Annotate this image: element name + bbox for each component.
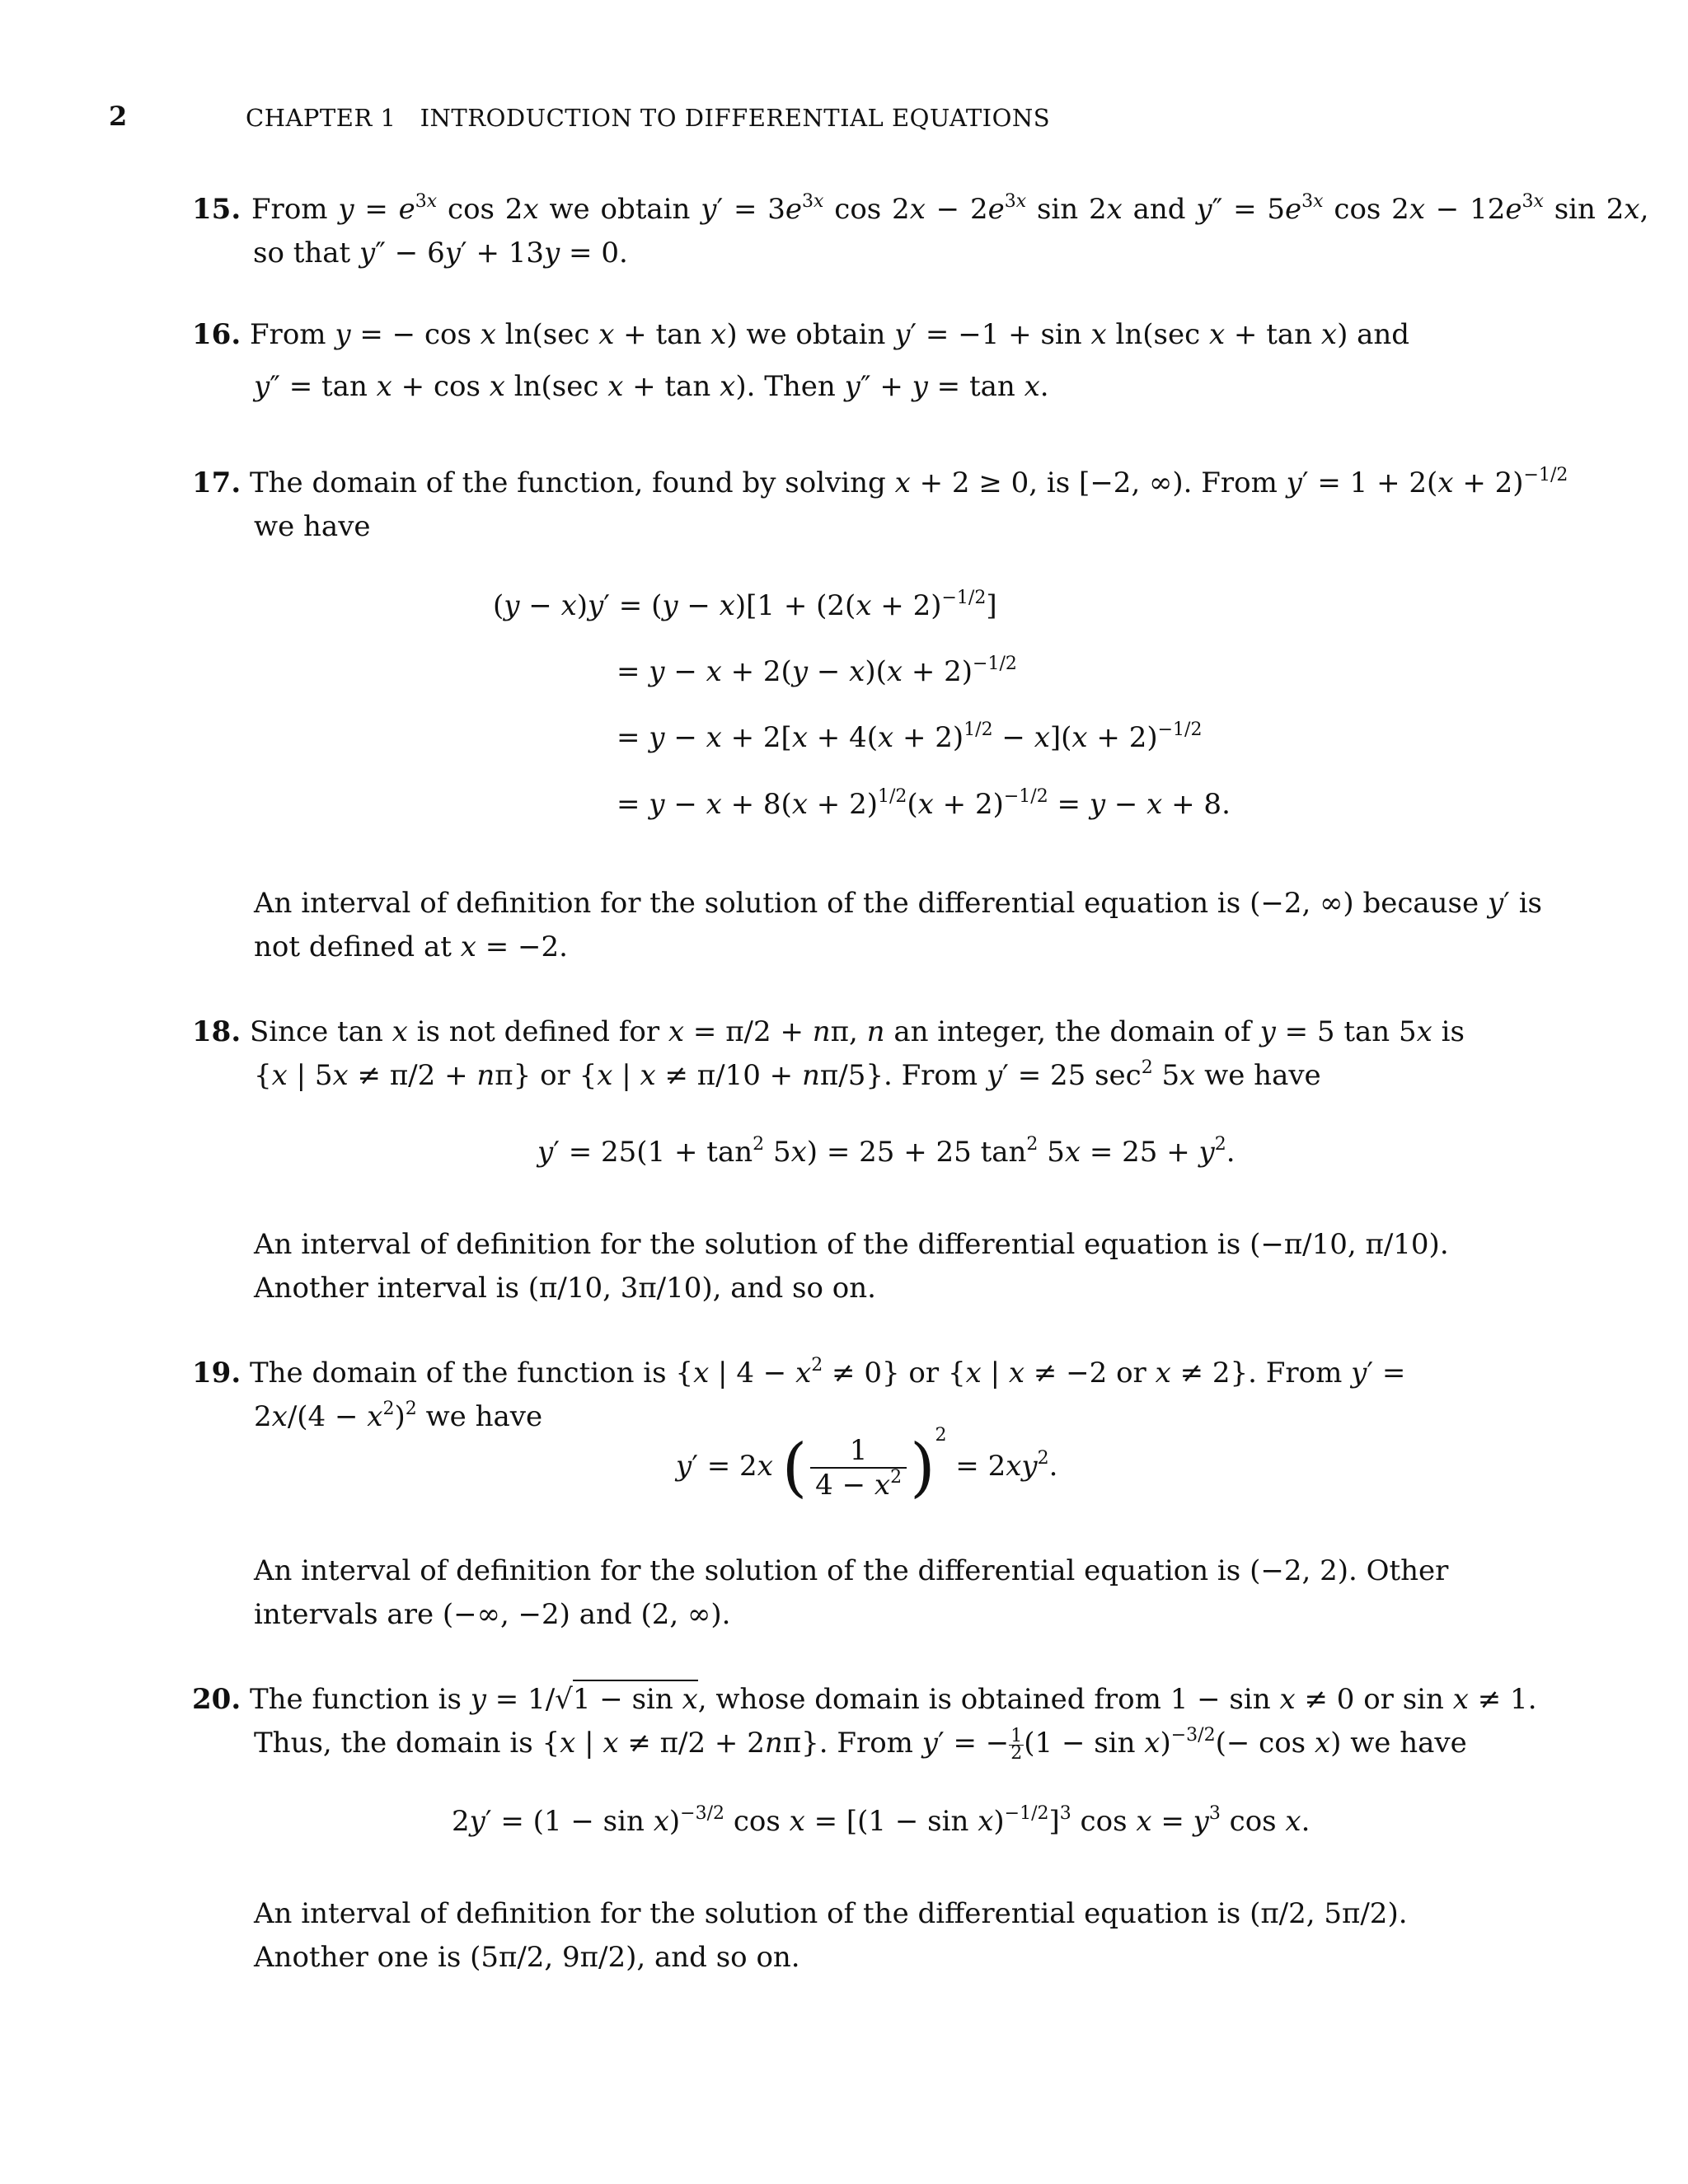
text-fragment: An interval of definition for the solution of the differential equation is (−2, ∞) because: [254, 887, 1479, 920]
running-header: CHAPTER 1 INTRODUCTION TO DIFFERENTIAL EQUATIONS: [246, 104, 1051, 132]
problem-20-conclusion: [254, 1892, 1475, 1980]
text-fragment: so that: [253, 237, 351, 269]
text-fragment: not defined at: [254, 930, 452, 963]
text-fragment: is not defined for: [416, 1015, 660, 1048]
problem-number: 16.: [192, 318, 241, 351]
problem-18-conclusion: [254, 1223, 1475, 1310]
problem-19: 19. The domain of the function is {x | $4 - x^2 \ne 0$} or {x | x ≠ −2 or x ≠ 2}. From y′ = $2x/(4 - x^2)^2$ we have: [192, 1354, 1406, 1433]
text-fragment: The domain of the function is: [249, 1357, 667, 1390]
problem-20: 20. The function is y = 1/√1 − sin x, whose domain is obtained from 1 − sin x ≠ 0 or sin x ≠ 1. Thus, the domain is {x | x ≠ π/2 + 2nπ}. From y′ = − $\frac{1}{2}$ $(1 - \sin x)^{-3/2}(- \cos x)$ we have: [192, 1678, 1475, 1765]
equation-19: y′ = 2x ( $\frac{1}{4 - x^2}$ )$^2 = 2xy^2$.: [676, 1424, 1058, 1505]
text-fragment: and: [1132, 193, 1186, 226]
text-fragment: we have: [1350, 1727, 1467, 1760]
text-fragment: we have: [254, 510, 371, 543]
text-fragment: An interval of definition for the solution of the differential equation is (π/2, 5π/2). Another one is (5π/2, 9π/2), and so on.: [254, 1897, 1408, 1974]
problem-number: 20.: [192, 1683, 241, 1716]
text-fragment: From: [1201, 466, 1278, 499]
text-fragment: From: [901, 1059, 978, 1092]
text-fragment: we have: [1204, 1059, 1321, 1092]
equation-17-line-4: = $y - x + 8(x + 2)^{1/2}(x + 2)^{-1/2} = y - x + 8$.: [617, 785, 1231, 821]
text-fragment: is: [1518, 887, 1543, 920]
text-fragment: An interval of definition for the solution of the differential equation is (−2, 2). Other intervals are (−∞, −2) and (2, ∞).: [254, 1554, 1449, 1631]
problem-number: 17.: [192, 466, 241, 499]
text-fragment: The function is: [249, 1683, 462, 1716]
text-fragment: An interval of definition for the solution of the differential equation is (−π/10, π/10). Another interval is (π/10, 3π/10), and so on.: [254, 1228, 1449, 1305]
text-fragment: and: [1357, 318, 1410, 351]
problem-17: 17. The domain of the function, found by solving x + 2 ≥ 0, is [−2, ∞). From $y' = 1 + 2(x + 2)^{-1/2}$ we have: [192, 464, 1568, 543]
problem-number: 15.: [192, 193, 241, 226]
text-fragment: we obtain: [549, 193, 691, 226]
text-fragment: , whose domain is obtained from: [697, 1683, 1161, 1716]
text-fragment: The domain of the function, found by solving: [249, 466, 886, 499]
problem-16: 16. From y = − cos x ln(sec x + tan x) we obtain y′ = −1 + sin x ln(sec x + tan x) and y″ = tan x + cos x ln(sec x + tan x). Then y″ + y = tan x.: [192, 318, 1410, 403]
problem-18: 18. Since tan x is not defined for x = π/2 + nπ, n an integer, the domain of y = 5 tan 5x is {x | 5x ≠ π/2 + nπ} or {x | x ≠ π/10 + nπ/5}. From y′ = 25 $\sec^2 5x$ we have: [192, 1015, 1465, 1092]
problem-15: 15. From $y = e^{3x}$ cos 2x we obtain $y' = 3e^{3x}$ $\cos 2x - 2e^{3x}$ sin 2x and $y'' = 5e^{3x}$ $\cos 2x - 12e^{3x}$ sin 2x, so that y″ − 6y′ + 13y = 0.: [192, 190, 1649, 269]
text-fragment: or: [540, 1059, 570, 1092]
text-fragment: From: [837, 1727, 913, 1760]
text-fragment: From: [1265, 1357, 1343, 1390]
equation-17-line-2: = $y - x + 2(y - x)(x + 2)^{-1/2}$: [617, 653, 1017, 688]
text-fragment: is: [1441, 1015, 1465, 1048]
text-fragment: is: [1046, 466, 1071, 499]
equation-17-line-3: = $y - x + 2[x + 4(x + 2)^{1/2} - x](x + 2)^{-1/2}$: [617, 719, 1203, 754]
text-fragment: Thus, the domain is: [254, 1727, 533, 1760]
problem-17-conclusion: An interval of definition for the solution of the differential equation is (−2, ∞) because y′ is not defined at x = −2.: [254, 887, 1543, 963]
equation-20: $2y' = (1 - \sin x)^{-3/2}$ $\cos x = [(1 - \sin x)^{-1/2}]^3$ $\cos x = y^3$ cos x.: [452, 1802, 1311, 1838]
text-fragment: Since: [249, 1015, 329, 1048]
page-number: 2: [109, 101, 128, 132]
problem-19-conclusion: [254, 1549, 1475, 1637]
text-fragment: we have: [425, 1400, 543, 1433]
equation-17-line-1: $(y - x)y' = (y - x)[1 + (2(x + 2)^{-1/2}]$: [493, 587, 997, 622]
text-fragment: From: [249, 318, 326, 351]
text-fragment: an integer, the domain of: [893, 1015, 1251, 1048]
text-fragment: Then: [764, 370, 836, 403]
text-fragment: we obtain: [746, 318, 886, 351]
text-fragment: From: [251, 193, 328, 226]
problem-number: 19.: [192, 1357, 241, 1390]
equation-18: $y' = 25(1 + \tan^2 5x) = 25 + 25$ $\tan^2 5x = 25 + y^2$.: [537, 1133, 1236, 1169]
problem-number: 18.: [192, 1015, 241, 1048]
